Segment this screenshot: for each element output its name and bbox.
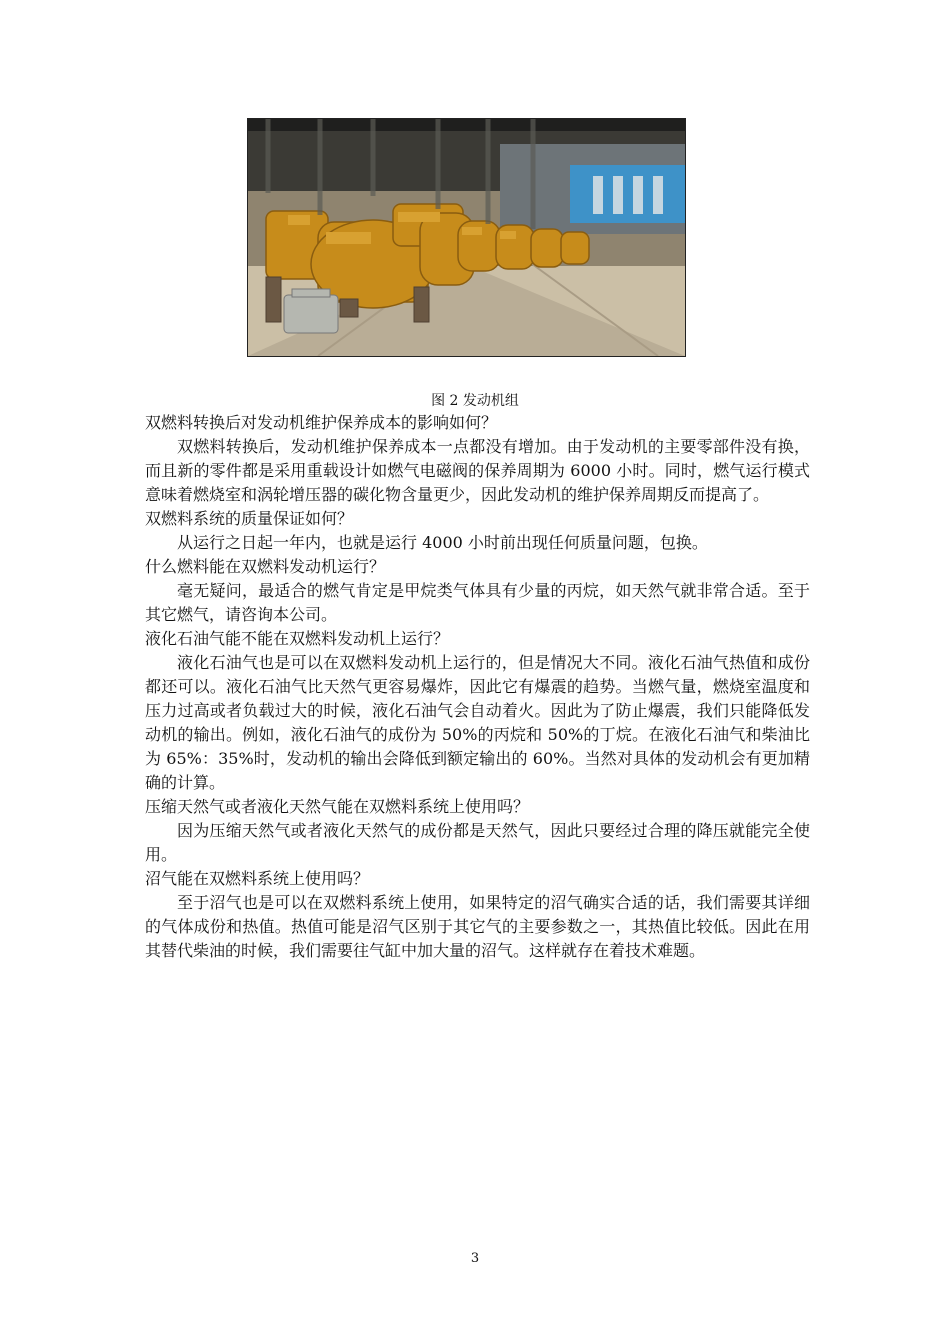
question-maintenance-cost: 双燃料转换后对发动机维护保养成本的影响如何？ (145, 413, 498, 432)
answer-quality-guarantee: 从运行之日起一年内，也就是运行 4000 小时前出现任何质量问题，包换。 (177, 533, 708, 552)
answer-biogas: 至于沼气也是可以在双燃料系统上使用，如果特定的沼气确实合适的话，我们需要其详细的气体成份和热值。热值可能是沼气区别于其它气的主要参数之一，其热值比较低。因此在用其替代柴油的时候，我们需要往气缸中加大量的沼气。这样就存在着技术难题。 (145, 893, 810, 960)
question-compatible-fuel: 什么燃料能在双燃料发动机运行？ (145, 557, 386, 576)
answer-compatible-fuel: 毫无疑问，最适合的燃气肯定是甲烷类气体具有少量的丙烷，如天然气就非常合适。至于其它燃气，请咨询本公司。 (145, 581, 810, 624)
page-number: 3 (470, 1251, 480, 1266)
answer-lpg: 液化石油气也是可以在双燃料发动机上运行的，但是情况大不同。液化石油气热值和成份都还可以。液化石油气比天然气更容易爆炸，因此它有爆震的趋势。当燃气量，燃烧室温度和压力过高或者负载过大的时候，液化石油气会自动着火。因此为了防止爆震，我们只能降低发动机的输出。例如，液化石油气的成份为 50%的丙烷和 50%的丁烷。在液化石油气和柴油比为 65%：35%时，发动机的输出会降低到额定输出的 60%。当然对具体的发动机会有更加精确的计算。 (145, 653, 810, 792)
question-lpg: 液化石油气能不能在双燃料发动机上运行？ (145, 629, 450, 648)
question-biogas: 沼气能在双燃料系统上使用吗？ (145, 869, 370, 888)
engine-set-illustration (248, 119, 685, 356)
answer-cng-lng: 因为压缩天然气或者液化天然气的成份都是天然气，因此只要经过合理的降压就能完全使用。 (145, 821, 810, 864)
engine-set-photo (247, 118, 686, 357)
question-cng-lng: 压缩天然气或者液化天然气能在双燃料系统上使用吗？ (145, 797, 530, 816)
figure-caption: 图 2 发动机组 (431, 393, 519, 409)
question-quality-guarantee: 双燃料系统的质量保证如何？ (145, 509, 354, 528)
document-content (145, 411, 810, 963)
answer-maintenance-cost: 双燃料转换后，发动机维护保养成本一点都没有增加。由于发动机的主要零部件没有换，而且新的零件都是采用重载设计如燃气电磁阀的保养周期为 6000 小时。同时，燃气运行模式意味着燃烧室和涡轮增压器的碳化物含量更少，因此发动机的维护保养周期反而提高了。 (145, 437, 810, 504)
